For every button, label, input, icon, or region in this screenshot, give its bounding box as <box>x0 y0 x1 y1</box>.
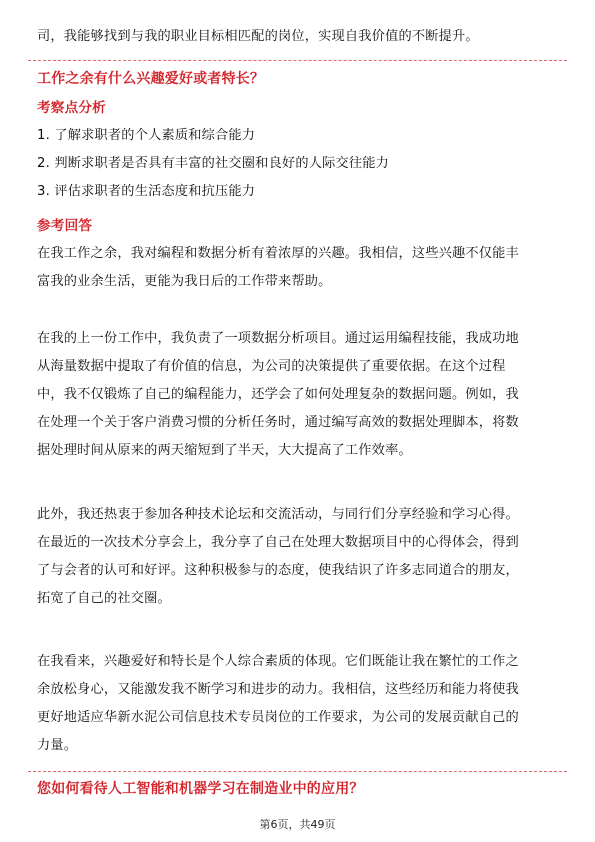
section-divider <box>28 771 567 772</box>
analysis-heading: 考察点分析 <box>37 100 106 116</box>
answer-line: 此外，我还热衷于参加各种技术论坛和交流活动，与同行们分享经验和学习心得。 <box>37 507 519 522</box>
answer-line: 余放松身心，又能激发我不断学习和进步的动力。我相信，这些经历和能力将使我 <box>37 682 519 697</box>
answer-line: 了与会者的认可和好评。这种积极参与的态度，使我结识了许多志同道合的朋友， <box>37 563 519 578</box>
page-number: 第6页，共49页 <box>259 818 336 831</box>
answer-line: 在我的上一份工作中，我负责了一项数据分析项目。通过运用编程技能，我成功地 <box>37 331 519 346</box>
answer-line: 据处理时间从原来的两天缩短到了半天，大大提高了工作效率。 <box>37 443 412 458</box>
question-heading: 工作之余有什么兴趣爱好或者特长？ <box>37 71 265 87</box>
analysis-point: 1. 了解求职者的个人素质和综合能力 <box>37 128 256 143</box>
intro-continuation: 司，我能够找到与我的职业目标相匹配的岗位，实现自我价值的不断提升。 <box>37 29 479 44</box>
answer-line: 在我工作之余，我对编程和数据分析有着浓厚的兴趣。我相信，这些兴趣不仅能丰 <box>37 246 519 261</box>
question-heading: 您如何看待人工智能和机器学习在制造业中的应用？ <box>37 781 364 797</box>
answer-line: 力量。 <box>37 738 78 753</box>
answer-heading: 参考回答 <box>37 218 93 234</box>
answer-line: 在处理一个关于客户消费习惯的分析任务时，通过编写高效的数据处理脚本，将数 <box>37 415 519 430</box>
answer-line: 富我的业余生活，更能为我日后的工作带来帮助。 <box>37 274 332 289</box>
section-divider <box>28 60 567 61</box>
answer-line: 中，我不仅锻炼了自己的编程能力，还学会了如何处理复杂的数据问题。例如，我 <box>37 387 519 402</box>
answer-line: 拓宽了自己的社交圈。 <box>37 591 171 606</box>
analysis-point: 2. 判断求职者是否具有丰富的社交圈和良好的人际交往能力 <box>37 156 390 171</box>
answer-line: 在最近的一次技术分享会上，我分享了自己在处理大数据项目中的心得体会，得到 <box>37 535 519 550</box>
analysis-point: 3. 评估求职者的生活态度和抗压能力 <box>37 184 256 199</box>
answer-line: 从海量数据中提取了有价值的信息，为公司的决策提供了重要依据。在这个过程 <box>37 359 506 374</box>
answer-line: 在我看来，兴趣爱好和特长是个人综合素质的体现。它们既能让我在繁忙的工作之 <box>37 654 519 669</box>
answer-line: 更好地适应华新水泥公司信息技术专员岗位的工作要求，为公司的发展贡献自己的 <box>37 710 519 725</box>
